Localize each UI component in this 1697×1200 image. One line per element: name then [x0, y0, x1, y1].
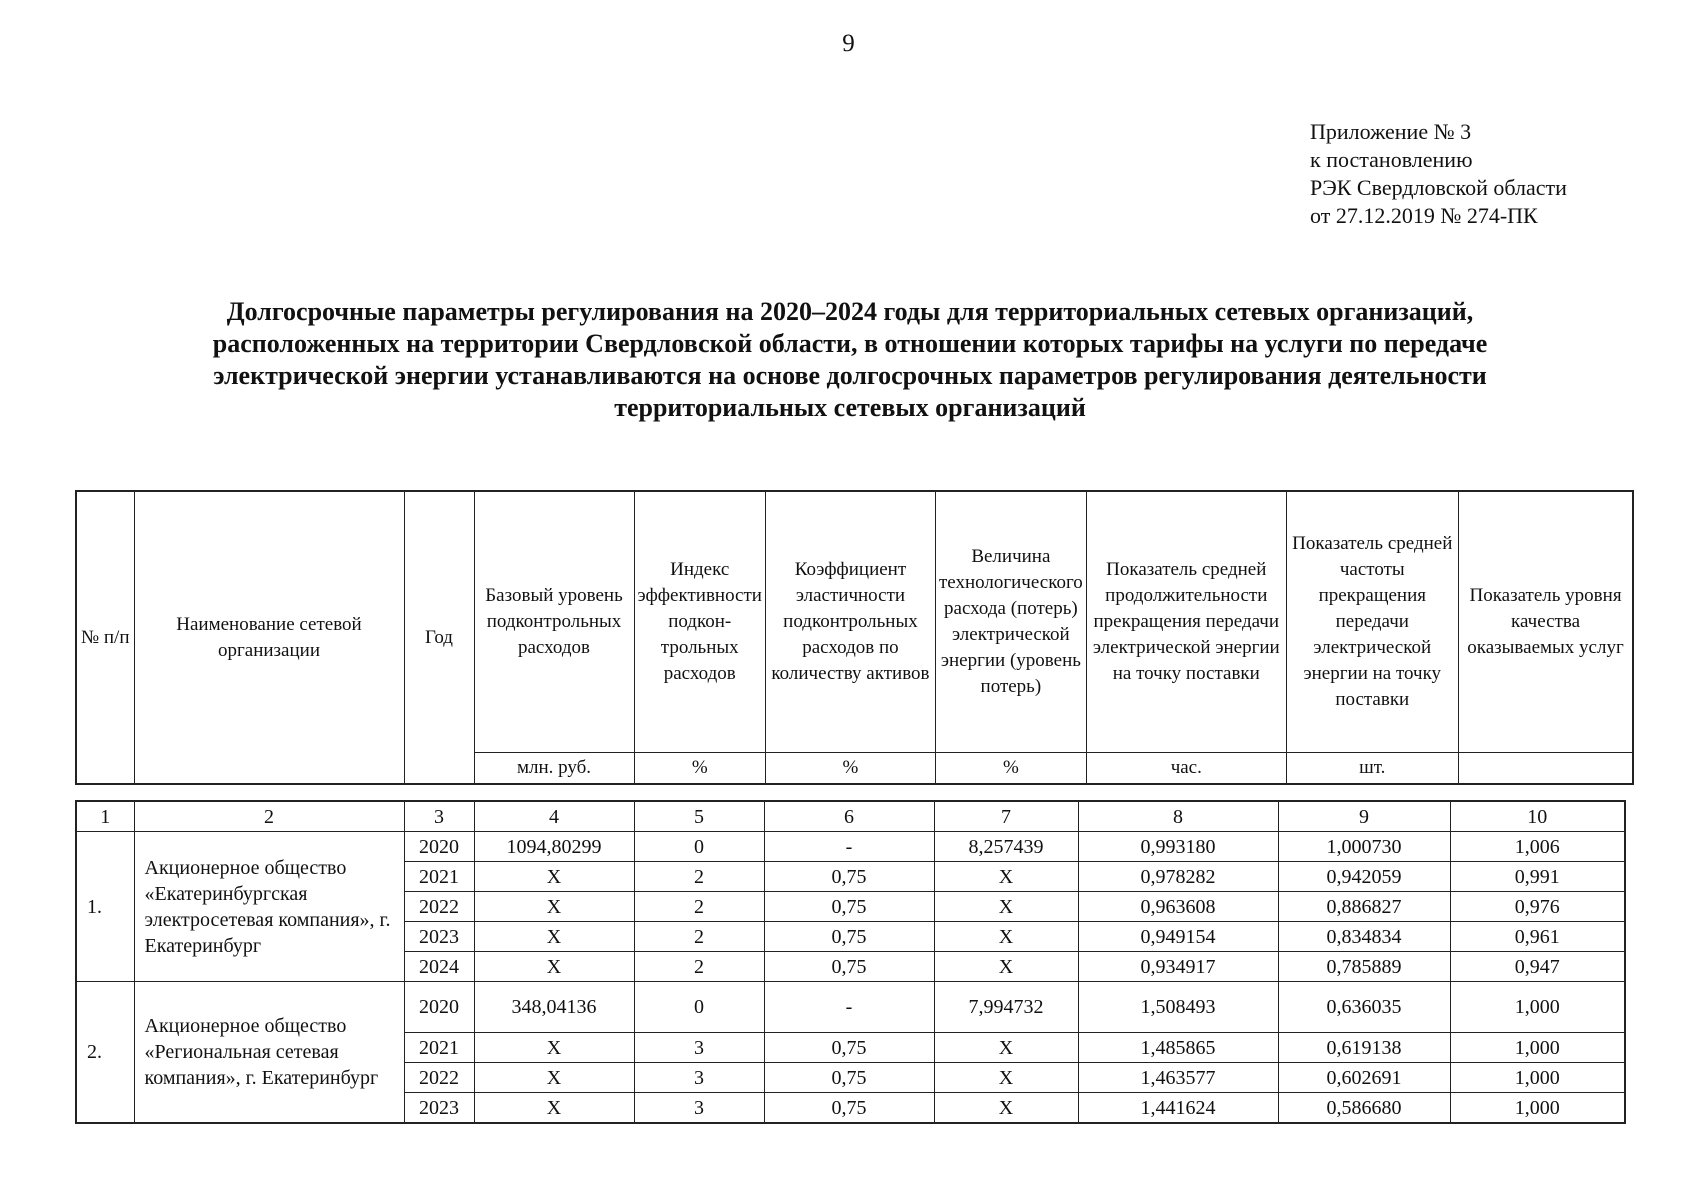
- column-number: 1: [76, 801, 134, 832]
- header-cell: Показатель средней продолжительности прекращения передачи электрической энергии на точку поставки: [1086, 491, 1286, 753]
- column-number: 4: [474, 801, 634, 832]
- header-cell: Показатель уровня качества оказываемых услуг: [1458, 491, 1633, 753]
- table-cell: 2: [634, 862, 764, 892]
- table-cell: X: [934, 892, 1078, 922]
- table-cell: -: [764, 832, 934, 862]
- table-cell: 1,441624: [1078, 1093, 1278, 1124]
- table-cell: 0: [634, 982, 764, 1033]
- table-cell: 1,000730: [1278, 832, 1450, 862]
- unit-cell: %: [935, 753, 1086, 785]
- table-cell: 0,75: [764, 1063, 934, 1093]
- unit-cell: %: [765, 753, 935, 785]
- table-cell: 2022: [404, 1063, 474, 1093]
- table-cell: 1,485865: [1078, 1033, 1278, 1063]
- table-row: [76, 982, 1625, 1033]
- unit-cell: шт.: [1286, 753, 1458, 785]
- table-cell: 3: [634, 1033, 764, 1063]
- table-cell: 0,586680: [1278, 1093, 1450, 1124]
- document-title: [140, 296, 1560, 424]
- appendix-line: РЭК Свердловской области: [1310, 175, 1567, 200]
- table-cell: 2020: [404, 832, 474, 862]
- table-cell: X: [934, 952, 1078, 982]
- table-cell: 348,04136: [474, 982, 634, 1033]
- table-cell: 0,75: [764, 892, 934, 922]
- table-cell: 1,000: [1450, 1093, 1625, 1124]
- column-number: 5: [634, 801, 764, 832]
- table-cell: 0,636035: [1278, 982, 1450, 1033]
- column-number: 10: [1450, 801, 1625, 832]
- column-number: 3: [404, 801, 474, 832]
- table-cell: 0,75: [764, 922, 934, 952]
- table-cell: 0,961: [1450, 922, 1625, 952]
- table-cell: X: [474, 952, 634, 982]
- table-cell: 2: [634, 922, 764, 952]
- table-cell: 0,963608: [1078, 892, 1278, 922]
- table-cell: 8,257439: [934, 832, 1078, 862]
- table-cell: 0,75: [764, 1033, 934, 1063]
- table-cell: X: [934, 862, 1078, 892]
- title-line: расположенных на территории Свердловской области, в отношении которых тарифы на услуги по передаче: [212, 329, 1488, 358]
- table-cell: 0,75: [764, 1093, 934, 1124]
- page-number: 9: [842, 30, 855, 57]
- table-cell: 0,934917: [1078, 952, 1278, 982]
- table-cell: 0,991: [1450, 862, 1625, 892]
- table-cell: 1,508493: [1078, 982, 1278, 1033]
- table-cell: 2024: [404, 952, 474, 982]
- table-cell: -: [764, 982, 934, 1033]
- table-cell: 0,886827: [1278, 892, 1450, 922]
- header-cell: Базовый уровень подконтрольных расходов: [474, 491, 634, 753]
- unit-cell: час.: [1086, 753, 1286, 785]
- header-cell: Год: [404, 491, 474, 784]
- header-cell: Индекс эффективности подкон-трольных расходов: [634, 491, 765, 753]
- table-cell: 3: [634, 1063, 764, 1093]
- table-cell: 0,976: [1450, 892, 1625, 922]
- table-cell: 1,000: [1450, 982, 1625, 1033]
- table-cell: 0,785889: [1278, 952, 1450, 982]
- data-table: [75, 800, 1626, 1124]
- table-cell: 2: [634, 892, 764, 922]
- table-cell: 7,994732: [934, 982, 1078, 1033]
- table-cell: X: [474, 1033, 634, 1063]
- table-cell: 0,949154: [1078, 922, 1278, 952]
- header-cell: Величина технологического расхода (потерь) электрической энергии (уровень потерь): [935, 491, 1086, 753]
- column-number: 7: [934, 801, 1078, 832]
- appendix-line: Приложение № 3: [1310, 119, 1472, 144]
- table-cell: 0,75: [764, 952, 934, 982]
- table-cell: 2021: [404, 1033, 474, 1063]
- header-cell: Коэффициент эластичности подконтрольных расходов по количеству активов: [765, 491, 935, 753]
- table-cell: 1,463577: [1078, 1063, 1278, 1093]
- appendix-line: к постановлению: [1310, 147, 1473, 172]
- org-number: 2.: [76, 982, 134, 1124]
- table-cell: 3: [634, 1093, 764, 1124]
- org-number: 1.: [76, 832, 134, 982]
- table-cell: 0,978282: [1078, 862, 1278, 892]
- title-line: электрической энергии устанавливаются на основе долгосрочных параметров регулирования деятельности: [213, 361, 1487, 390]
- appendix-line: от 27.12.2019 № 274-ПК: [1310, 203, 1538, 228]
- title-line: Долгосрочные параметры регулирования на 2020–2024 годы для территориальных сетевых организаций,: [226, 297, 1474, 326]
- table-cell: X: [474, 862, 634, 892]
- column-number: 2: [134, 801, 404, 832]
- org-name: Акционерное общество «Екатеринбургская электросетевая компания», г. Екатеринбург: [134, 832, 404, 982]
- table-cell: 2020: [404, 982, 474, 1033]
- header-cell: № п/п: [76, 491, 134, 784]
- appendix-block: [1310, 118, 1567, 230]
- header-cell: Наименование сетевой организации: [134, 491, 404, 784]
- table-cell: 0,75: [764, 862, 934, 892]
- title-line: территориальных сетевых организаций: [614, 393, 1086, 422]
- org-name: Акционерное общество «Региональная сетевая компания», г. Екатеринбург: [134, 982, 404, 1124]
- table-cell: 2021: [404, 862, 474, 892]
- table-cell: X: [474, 892, 634, 922]
- table-cell: 0,993180: [1078, 832, 1278, 862]
- table-cell: X: [474, 1093, 634, 1124]
- table-cell: 0,947: [1450, 952, 1625, 982]
- table-cell: 0,834834: [1278, 922, 1450, 952]
- unit-cell: млн. руб.: [474, 753, 634, 785]
- table-cell: 2023: [404, 1093, 474, 1124]
- column-number: 9: [1278, 801, 1450, 832]
- table-cell: 1,000: [1450, 1033, 1625, 1063]
- table-cell: 0,942059: [1278, 862, 1450, 892]
- table-header: [75, 490, 1634, 785]
- unit-cell: %: [634, 753, 765, 785]
- column-number: 6: [764, 801, 934, 832]
- table-cell: 1,000: [1450, 1063, 1625, 1093]
- column-number-row: [76, 801, 1625, 832]
- table-cell: 1094,80299: [474, 832, 634, 862]
- table-cell: X: [934, 1033, 1078, 1063]
- table-cell: 2023: [404, 922, 474, 952]
- table-cell: 2022: [404, 892, 474, 922]
- table-cell: 2: [634, 952, 764, 982]
- table-cell: 0,619138: [1278, 1033, 1450, 1063]
- table-cell: 0: [634, 832, 764, 862]
- table-row: [76, 832, 1625, 862]
- table-cell: X: [934, 922, 1078, 952]
- table-cell: X: [934, 1063, 1078, 1093]
- table-cell: 0,602691: [1278, 1063, 1450, 1093]
- unit-cell: [1458, 753, 1633, 785]
- column-number: 8: [1078, 801, 1278, 832]
- table-cell: X: [474, 922, 634, 952]
- table-cell: X: [934, 1093, 1078, 1124]
- table-cell: X: [474, 1063, 634, 1093]
- header-cell: Показатель средней частоты прекращения передачи электрической энергии на точку поставки: [1286, 491, 1458, 753]
- table-cell: 1,006: [1450, 832, 1625, 862]
